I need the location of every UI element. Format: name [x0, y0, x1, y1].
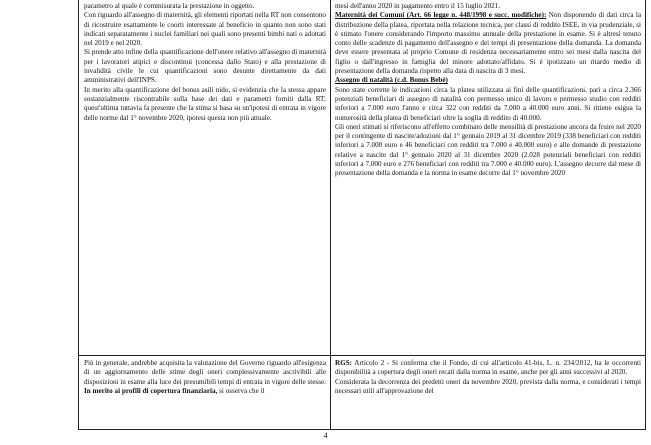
right-paragraph-4: Gli oneri stimati si riferiscono all'effetto combinato delle mensilità di prestazione ancora da fruire nel 2020 per il contingente di nascite/adozioni dal 1° gennaio 2019 al 31 dicembre 2019 (338 beneficiari con redditi inferiori a 7.000 euro e 46 beneficiari con redditi tra 7.000 e 40.000 euro) e alle domande di prestazione relative a nascite dal 1° gennaio 2020 al 31 dicembre 2020 (2.028 potenziali beneficiari con redditi inferiori a 7.000 euro e 276 beneficiari con redditi tra 7.000 e 40.000 euro). L'assegno decorre dal mese di presentazione della domanda e la norma in esame decorre dal 1° novembre 2020	[335, 122, 641, 178]
rgs-paragraph-1	[335, 359, 641, 378]
copertura-rest: si osserva che il	[217, 386, 265, 395]
left-paragraph-3: Si prende atto infine della quantificazione dell'onere relativo all'assegno di maternità per i lavoratori atipici e discontinui (concessa dallo Stato) e alla prestazione di invalidità civile le cui quantificazioni sono desunte direttamente da dati amministrativi dell'INPS.	[84, 48, 326, 85]
right-bottom-cell	[335, 359, 641, 396]
right-paragraph-3: Sono state corrette le indicazioni circa la platea utilizzata ai fini delle quantificazioni, pari a circa 2.366 potenziali beneficiari di assegno di natalità con permesso unico di lavoro e permesso studio con redditi inferiori a 7.000 euro l'anno e circa 322 con redditi da 7.000 a 40.000 euro anni. Si ritiene esigua la numerosità della platea di beneficiari oltre la soglia di reddito di 40.000.	[335, 85, 641, 122]
left-paragraph-1: parametro al quale è commisurata la prestazione in oggetto.	[84, 2, 255, 10]
left-paragraph-4: In merito alla quantificazione del bonus asili nido, si evidenzia che la stessa appare sostanzialmente riscontrabile sulla base dei dati e parametri forniti dalla RT; quest'ultima tuttavia fa presente che la stima si basa su un'ipotesi di entrata in vigore delle norme dal 1° novembre 2020, ipotesi questa non più attuale.	[84, 85, 326, 122]
rgs-label: RGS:	[335, 359, 353, 367]
right-paragraph-2	[335, 11, 641, 76]
left-bottom-cell	[84, 359, 326, 396]
page-number: 4	[323, 431, 328, 440]
maternita-body: Non disponendo di dati circa la distribuzione della platea, riportata nella relazione tecnica, per classi di reddito ISEE, in via prudenziale, si è stimato l'onere considerando l'importo massimo annuale della prestazione in esame. Si è altresì tenuto conto delle scadenze di pagamento dell'assegno e dei tempi di presentazione della domanda. La domanda deve essere presentata al proprio Comune di residenza necessariamente entro sei mesi dalla nascita del figlio o dall'ingresso in famiglia del minore adottato/affidato. Si è ipotizzato un ritardo medio di presentazione della domanda rispetto alla data di nascita di 3 mesi.	[335, 11, 641, 76]
rgs-paragraph-2: Considerata la decorrenza dei predetti oneri da novembre 2020, prevista dalla norma, e considerati i tempi necessari utili all'approvazione del	[335, 377, 641, 395]
left-paragraph-2: Con riguardo all'assegno di maternità, gli elementi riportati nella RT non consentono di ricostruire esattamente le coorti interessate al beneficio in quanto non sono stati indicati separatamente i nuclei familiari nei quali sono presenti bimbi nati o adottati nel 2019 e nel 2020.	[84, 11, 326, 48]
right-paragraph-1: mesi dell'anno 2020 in pagamento entro il 15 luglio 2021.	[335, 2, 501, 10]
left-bottom-paragraph-2	[84, 387, 326, 396]
left-bottom-paragraph-1: Più in generale, andrebbe acquisita la valutazione del Governo riguardo all'esigenza di un aggiornamento delle stime degli oneri complessivamente ascrivibili alle disposizioni in esame alla luce dei presumibili tempi di entrata in vigore delle stesse.	[84, 359, 326, 386]
maternita-heading: Maternità dei Comuni (Art. 66 legge n. 448/1998 e succ. modifiche):	[335, 11, 547, 20]
rgs-text: Articolo 2 - Si conferma che il Fondo, di cui all'articolo 41-bis, L. n. 234/2012, ha le occorrenti disponibilità a copertura degli oneri recati dalla norma in esame, anche per gli anni successivi al 2020.	[335, 359, 641, 377]
copertura-heading: In merito ai profili di copertura finanziaria,	[84, 386, 218, 395]
document-table	[78, 0, 646, 430]
bonus-bebe-heading: Assegno di natalità (c.d. Bonus Bebè)	[335, 76, 448, 85]
left-top-cell	[84, 2, 326, 123]
row-divider	[79, 355, 645, 356]
column-divider	[330, 0, 331, 429]
right-top-cell	[335, 2, 641, 179]
